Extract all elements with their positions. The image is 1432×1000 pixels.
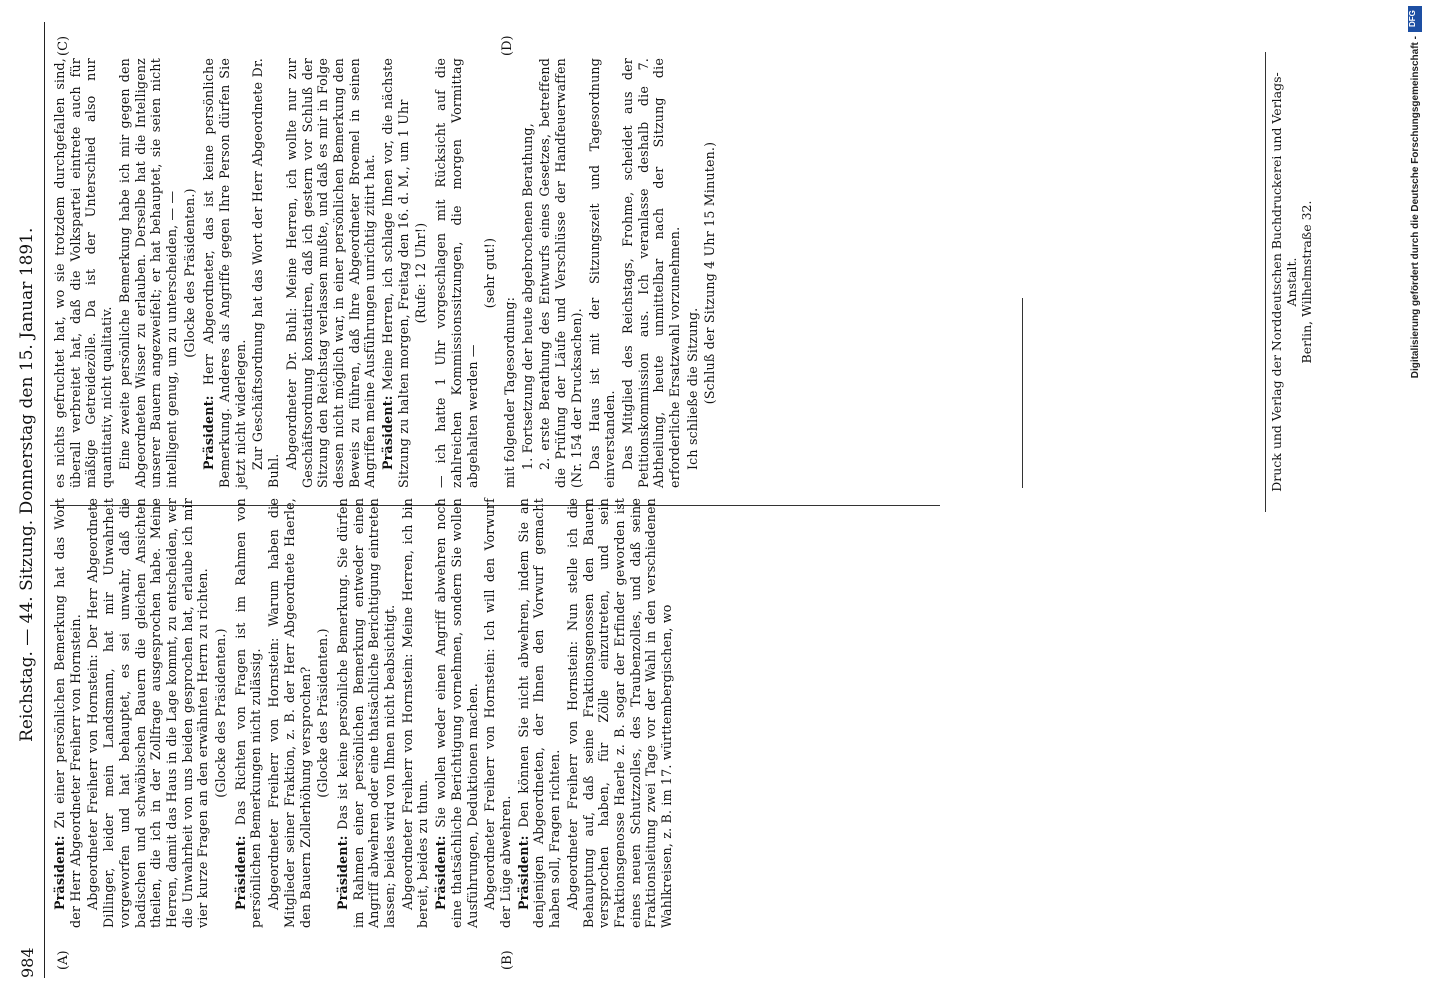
paragraph-text: Abgeordneter Freiherr von Hornstein: Meine Herren, ich bin bereit, beides zu thun. (399, 498, 431, 928)
paragraph-text: es nichts gefruchtet hat, wo sie trotzdem durchgefallen sind, überall verbreitet hat, daß die Volkspartei eintrete auch für mäßige Getreidezölle. Da ist der Unterschied also nur quantitativ, nicht qualitativ. (52, 58, 115, 488)
body-paragraph (685, 58, 701, 488)
body-paragraph (85, 498, 211, 928)
paragraph-text: Eine zweite persönliche Bemerkung habe ich mir gegen den Abgeordneten Wisser zu erlauben. Derselbe hat die Intelligenz unserer Bauern angezweifelt; er hat behauptet, sie seien nicht intelligent genug, um zu unterscheiden, — — (116, 58, 179, 488)
paragraph-text: Sie wollen weder einen Angriff abwehren noch eine thatsächliche Berichtigung vornehmen, sondern Sie wollen Ausführungen, Deduktionen machen. (433, 498, 480, 928)
body-paragraph (537, 58, 584, 488)
body-paragraph (502, 58, 518, 488)
body-paragraph (587, 58, 618, 488)
speaker-paragraph (52, 498, 83, 928)
imprint-line-1: Druck und Verlag der Norddeutschen Buchdruckerei und Verlags-Anstalt. (1269, 72, 1299, 492)
paragraph-text: mit folgender Tagesordnung: (501, 296, 517, 488)
paragraph-text: Zur Geschäftsordnung hat das Wort der Herr Abgeordnete Dr. Buhl. (250, 58, 282, 488)
column-divider (50, 505, 940, 506)
left-column (52, 498, 677, 928)
speaker-name: Präsident: (334, 835, 350, 910)
end-rule (1022, 298, 1023, 488)
right-column (52, 58, 722, 488)
digitization-text: Digitalisierung gefördert durch die Deutsche Forschungsgemeinschaft - (1409, 36, 1421, 379)
paragraph-text: — ich hatte 1 Uhr vorgeschlagen mit Rücksicht auf die zahlreichen Kommissionssitzungen, die morgen Vormittag abgehalten werden — (433, 58, 480, 488)
speaker-paragraph (335, 498, 398, 928)
paragraph-text: Den können Sie nicht abwehren, indem Sie an denjenigen Abgeordneten, der Ihnen den Vorwurf gemacht haben soll, Fragen richten. (515, 498, 563, 928)
speaker-paragraph (433, 498, 480, 928)
stage-direction: (Glocke des Präsidenten.) (213, 628, 229, 798)
paragraph-text: Ich schließe die Sitzung. (684, 307, 700, 470)
body-paragraph (284, 58, 378, 488)
paragraph-text: Abgeordneter Freiherr von Hornstein: Der Herr Abgeordnete Dillinger, leider mein Landsmann, hat mir Unwahrheit vorgeworfen und hat behauptet, es sei unwahr, daß die badischen und schwäbischen Bauern die gleichen Ansichten theilen, die ich in der Zollfrage ausgesprochen habe. Meine Herren, damit das Haus in die Lage kommt, zu entscheiden, wer die Unwahrheit von uns beiden gesprochen hat, erlaube ich mir vier kurze Fragen an den erwähnten Herrn zu richten. (85, 498, 211, 928)
paragraph-text: Das Haus ist mit der Sitzungszeit und Tagesordnung einverstanden. (586, 58, 618, 488)
speaker-paragraph (201, 58, 248, 488)
header-rule (44, 22, 45, 978)
paragraph-text: Abgeordneter Freiherr von Hornstein: Ich will den Vorwurf der Lüge abwehren. (482, 498, 513, 928)
dfg-logo: DFG (1408, 6, 1422, 32)
speaker-name: Präsident: (515, 835, 531, 910)
paragraph-text: Herr Abgeordneter, das ist keine persönliche Bemerkung. Anderes als Angriffe gegen Ihre Person dürfen Sie jetzt nicht widerlegen. (201, 58, 248, 488)
paragraph-text: Abgeordneter Dr. Buhl: Meine Herren, ich wollte nur zur Geschäftsordnung konstatiren, daß ich gestern vor Schluß der Sitzung den Reichstag verlassen mußte, und daß es mir in Folge dessen nicht möglich war, in einer persönlichen Bemerkung den Beweis zu führen, daß Ihre Abgeordneter Broemel in seinen Angriffen meine Ausführungen unrichtig zitirt hat. (283, 58, 378, 488)
speaker-paragraph (380, 58, 411, 488)
speaker-name: Präsident: (232, 835, 248, 910)
margin-mark-a: (A) (56, 950, 71, 970)
speaker-name: Präsident: (433, 835, 449, 910)
paragraph-text: Abgeordneter Freiherr von Hornstein: Nun stelle ich die Behauptung auf, daß seine Fraktionsgenossen den Bauern versprochen haben, für Zölle einzutreten, und sein Fraktionsgenosse Haerle z. B. sogar der Erfinder geworden ist eines neuen Schutzzolles, des Traubenzolles, und daß seine Fraktionsleitung zwei Tage vor der Wahl in den verschiedenen Wahlkreisen, z. B. im 17. württembergischen, wo (564, 498, 675, 928)
imprint-line-2: Berlin, Wilhelmstraße 32. (1299, 200, 1314, 364)
paragraph-text: Meine Herren, ich schlage Ihnen vor, die nächste Sitzung zu halten morgen, Freitag den 16. d. M., um 1 Uhr (380, 58, 411, 488)
body-paragraph (52, 58, 115, 488)
stage-direction: (Glocke des Präsidenten.) (181, 188, 197, 358)
margin-mark-c: (C) (56, 35, 71, 56)
paragraph-text: Zu einer persönlichen Bemerkung hat das Wort der Herr Abgeordneter Freiherr von Hornstein. (52, 498, 83, 928)
speaker-paragraph (516, 498, 563, 928)
page-number: 984 (17, 947, 37, 978)
body-paragraph (565, 498, 675, 928)
speaker-paragraph (233, 498, 264, 928)
body-paragraph (400, 498, 431, 928)
running-title: Reichstag. — 44. Sitzung. Donnerstag den 15. Januar 1891. (17, 227, 37, 742)
speaker-name: Präsident: (52, 835, 67, 910)
paragraph-text: 1. Fortsetzung der heute abgebrochenen Berathung, (519, 123, 535, 470)
paragraph-text: Abgeordneter Freiherr von Hornstein: Warum haben die Mitglieder seiner Fraktion, z. B. der Herr Abgeordnete Haerle, den Bauern Zollerhöhung versprochen? (266, 498, 313, 928)
body-paragraph (520, 58, 536, 488)
imprint (1265, 52, 1314, 512)
body-paragraph (620, 58, 683, 488)
body-paragraph (266, 498, 313, 928)
stage-direction: (Rufe: 12 Uhr!) (413, 222, 429, 324)
stage-direction: (sehr gut!) (482, 237, 498, 309)
stage-direction: (Schluß der Sitzung 4 Uhr 15 Minuten.) (702, 141, 718, 405)
body-paragraph (482, 498, 513, 928)
imprint-rule (1265, 52, 1266, 512)
stage-direction: (Glocke des Präsidenten.) (315, 628, 331, 798)
body-paragraph (250, 58, 281, 488)
paragraph-text: 2. erste Berathung des Entwurfs eines Gesetzes, betreffend die Prüfung der Läufe und Verschlüsse der Handfeuerwaffen (Nr. 154 der Drucksachen). (537, 58, 584, 488)
speaker-name: Präsident: (201, 395, 217, 470)
margin-mark-b: (B) (500, 950, 515, 970)
speaker-name: Präsident: (380, 395, 396, 470)
paragraph-text: Das Mitglied des Reichstags, Frohme, scheidet aus der Petitionskommission aus. Ich veranlasse deshalb die 7. Abtheilung, heute unmittelbar nach der Sitzung die erforderliche Ersatzwahl vorzunehmen. (619, 58, 683, 488)
digitization-stamp (1402, 6, 1428, 996)
page-header (14, 22, 40, 978)
paragraph-text: Das Richten von Fragen ist im Rahmen von persönlichen Bemerkungen nicht zulässig. (232, 498, 264, 928)
paragraph-text: Das ist keine persönliche Bemerkung. Sie dürfen im Rahmen einer persönlichen Bemerkung entweder einen Angriff abwehren oder eine thatsächliche Berichtigung eintreten lassen; beides wird von Ihnen nicht beabsichtigt. (334, 498, 398, 928)
body-paragraph (117, 58, 180, 488)
body-paragraph (433, 58, 480, 488)
margin-mark-d: (D) (500, 35, 515, 56)
